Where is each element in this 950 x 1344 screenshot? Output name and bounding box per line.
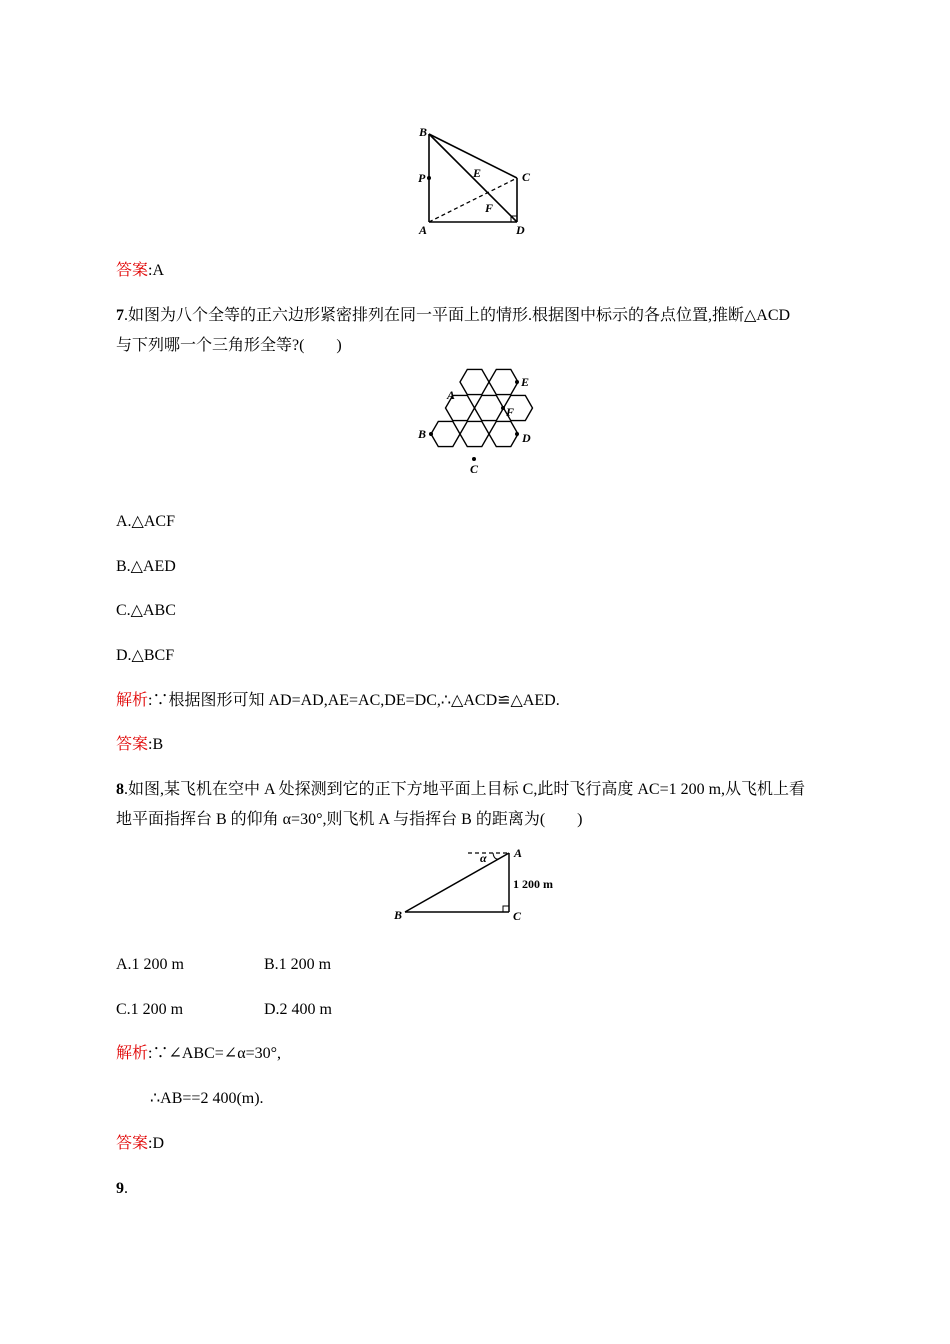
label-b: B bbox=[419, 125, 428, 139]
label-b: B bbox=[394, 908, 403, 922]
question-number: 7 bbox=[116, 307, 124, 324]
answer-label: 答案 bbox=[116, 262, 149, 279]
right-angle-mark bbox=[511, 216, 517, 222]
analysis-label: 解析 bbox=[116, 692, 149, 709]
label-f: F bbox=[485, 201, 494, 215]
q8-option-c: C.1 200 m bbox=[116, 1001, 184, 1018]
q6-answer: 答案:A bbox=[116, 262, 165, 279]
question-number: 8 bbox=[116, 781, 124, 798]
label-a: A bbox=[447, 388, 456, 402]
segment-bd bbox=[429, 134, 517, 222]
q7-option-c: C.△ABC bbox=[116, 602, 176, 619]
label-p: P bbox=[418, 171, 426, 185]
q8-option-a: A.1 200 m bbox=[116, 956, 184, 973]
q9-stem: 9. bbox=[116, 1180, 128, 1197]
label-f: F bbox=[506, 405, 515, 419]
label-alpha: α bbox=[480, 851, 487, 865]
q8-analysis: 解析:∵∠ABC=∠α=30°, bbox=[116, 1045, 282, 1062]
answer-value: D bbox=[152, 1135, 165, 1152]
label-d: D bbox=[516, 223, 525, 237]
q7-stem-line2: 与下列哪一个三角形全等?( ) bbox=[116, 337, 342, 354]
q8-answer: 答案:D bbox=[116, 1135, 165, 1152]
q7-option-a: A.△ACF bbox=[116, 513, 175, 530]
point-d bbox=[515, 432, 519, 436]
label-c: C bbox=[513, 909, 522, 923]
point-e bbox=[515, 380, 519, 384]
q8-option-d: D.2 400 m bbox=[264, 1001, 332, 1018]
hexagon bbox=[475, 395, 504, 420]
hexagon bbox=[460, 421, 489, 446]
hexagon bbox=[431, 421, 460, 446]
segment-ba bbox=[405, 853, 509, 912]
angle-arc bbox=[493, 853, 499, 859]
q8-stem-line1: 8.如图,某飞机在空中 A 处探测到它的正下方地平面上目标 C,此时飞行高度 AC=1 200 m,从飞机上看 bbox=[116, 781, 806, 798]
label-d: D bbox=[522, 431, 531, 445]
q7-option-d: D.△BCF bbox=[116, 647, 175, 664]
q7-option-b: B.△AED bbox=[116, 558, 176, 575]
hexagon bbox=[489, 421, 518, 446]
hexagon bbox=[446, 395, 475, 420]
label-a: A bbox=[514, 846, 523, 860]
q7-stem-line1: 7.如图为八个全等的正六边形紧密排列在同一平面上的情形.根据图中标示的各点位置,推断△ACD bbox=[116, 307, 791, 324]
segment-ac-dashed bbox=[429, 178, 517, 222]
label-e: E bbox=[473, 166, 482, 180]
answer-value: A bbox=[152, 262, 165, 279]
answer-label: 答案 bbox=[116, 736, 149, 753]
point-p bbox=[427, 176, 431, 180]
hexagon bbox=[489, 369, 518, 394]
point-c bbox=[472, 457, 476, 461]
q8-stem-line2: 地平面指挥台 B 的仰角 α=30°,则飞机 A 与指挥台 B 的距离为( ) bbox=[116, 811, 583, 828]
label-b: B bbox=[418, 427, 427, 441]
answer-label: 答案 bbox=[116, 1135, 149, 1152]
hexagon bbox=[460, 369, 489, 394]
label-c: C bbox=[470, 462, 479, 476]
label-e: E bbox=[521, 375, 530, 389]
right-angle-mark bbox=[503, 906, 509, 912]
point-b bbox=[429, 432, 433, 436]
q8-option-b: B.1 200 m bbox=[264, 956, 332, 973]
hexagon bbox=[504, 395, 533, 420]
segment-bc bbox=[429, 134, 517, 178]
label-c: C bbox=[522, 170, 531, 184]
point-f bbox=[501, 406, 505, 410]
label-height: 1 200 m bbox=[513, 877, 553, 891]
q7-answer: 答案:B bbox=[116, 736, 164, 753]
analysis-label: 解析 bbox=[116, 1045, 149, 1062]
answer-value: B bbox=[152, 736, 164, 753]
q8-analysis-line2: ∴AB==2 400(m). bbox=[150, 1090, 264, 1107]
q7-analysis: 解析:∵根据图形可知 AD=AD,AE=AC,DE=DC,∴△ACD≌△AED. bbox=[116, 692, 560, 709]
label-a: A bbox=[419, 223, 428, 237]
question-number: 9 bbox=[116, 1180, 124, 1197]
